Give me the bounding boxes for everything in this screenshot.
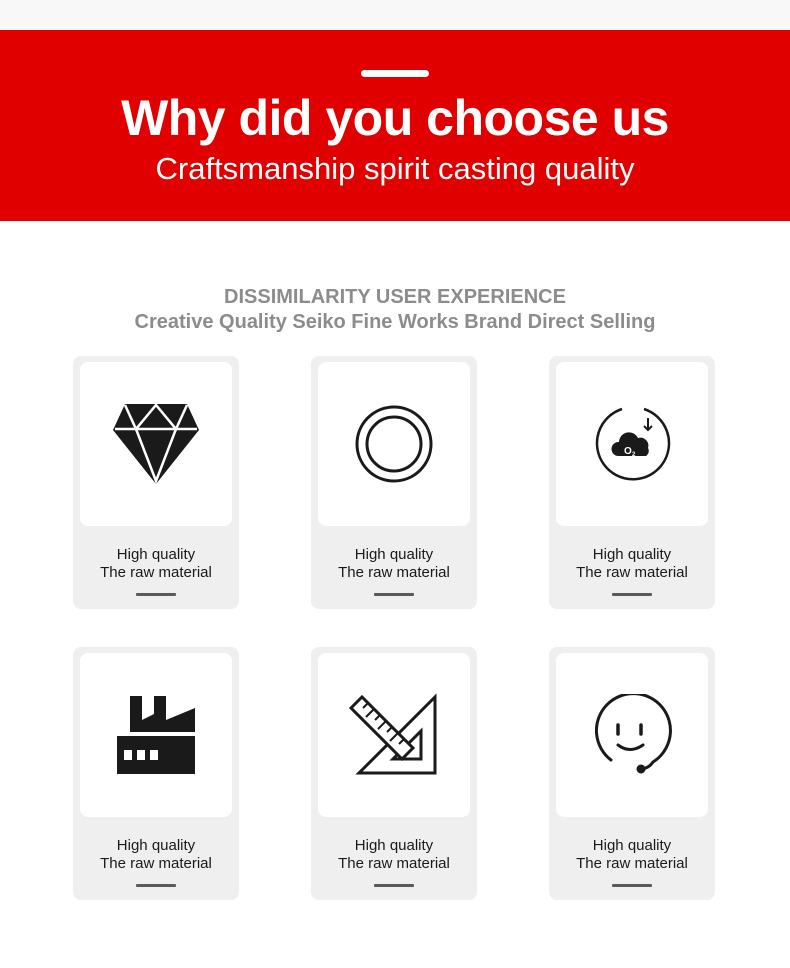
banner-accent-bar (361, 70, 429, 77)
card-title: High quality (354, 837, 434, 854)
card-subtitle: The raw material (100, 564, 212, 581)
diamond-icon (111, 402, 201, 486)
banner-subtitle: Craftsmanship spirit casting quality (155, 151, 635, 186)
card-divider (374, 593, 414, 596)
card-divider (612, 593, 652, 596)
card-icon-panel (318, 362, 470, 526)
card-divider (136, 593, 176, 596)
intro-subheading: Creative Quality Seiko Fine Works Brand Direct Selling (134, 311, 656, 333)
card-subtitle: The raw material (100, 855, 212, 872)
intro-section (0, 283, 790, 333)
card-icon-panel (318, 653, 470, 817)
card-subtitle: The raw material (576, 855, 688, 872)
svg-text:O: O (624, 446, 632, 457)
card-subtitle: The raw material (576, 564, 688, 581)
card-icon-panel (556, 362, 708, 526)
oxygen-cloud-icon (592, 404, 672, 484)
card-divider (136, 884, 176, 887)
card-icon-panel (80, 653, 232, 817)
card-subtitle: The raw material (338, 564, 450, 581)
feature-card (73, 356, 239, 609)
factory-icon (115, 694, 197, 776)
card-divider (374, 884, 414, 887)
banner-title: Why did you choose us (121, 90, 669, 146)
feature-card (73, 647, 239, 900)
card-title: High quality (116, 546, 196, 563)
smiley-headset-icon (591, 694, 673, 776)
card-icon-panel (556, 653, 708, 817)
feature-card (549, 356, 715, 609)
intro-heading: DISSIMILARITY USER EXPERIENCE (224, 286, 566, 308)
card-divider (612, 884, 652, 887)
hero-banner (0, 30, 790, 221)
svg-text:2: 2 (632, 452, 636, 458)
card-title: High quality (592, 837, 672, 854)
card-caption (549, 837, 715, 873)
card-caption (73, 837, 239, 873)
card-caption (73, 546, 239, 582)
card-caption (311, 546, 477, 582)
feature-card (311, 647, 477, 900)
feature-card (311, 356, 477, 609)
ring-icon (354, 404, 434, 484)
card-icon-panel (80, 362, 232, 526)
card-title: High quality (592, 546, 672, 563)
card-caption (549, 546, 715, 582)
feature-card (549, 647, 715, 900)
card-title: High quality (354, 546, 434, 563)
card-title: High quality (116, 837, 196, 854)
ruler-triangle-icon (349, 693, 439, 777)
top-strip (0, 0, 790, 30)
card-subtitle: The raw material (338, 855, 450, 872)
card-caption (311, 837, 477, 873)
